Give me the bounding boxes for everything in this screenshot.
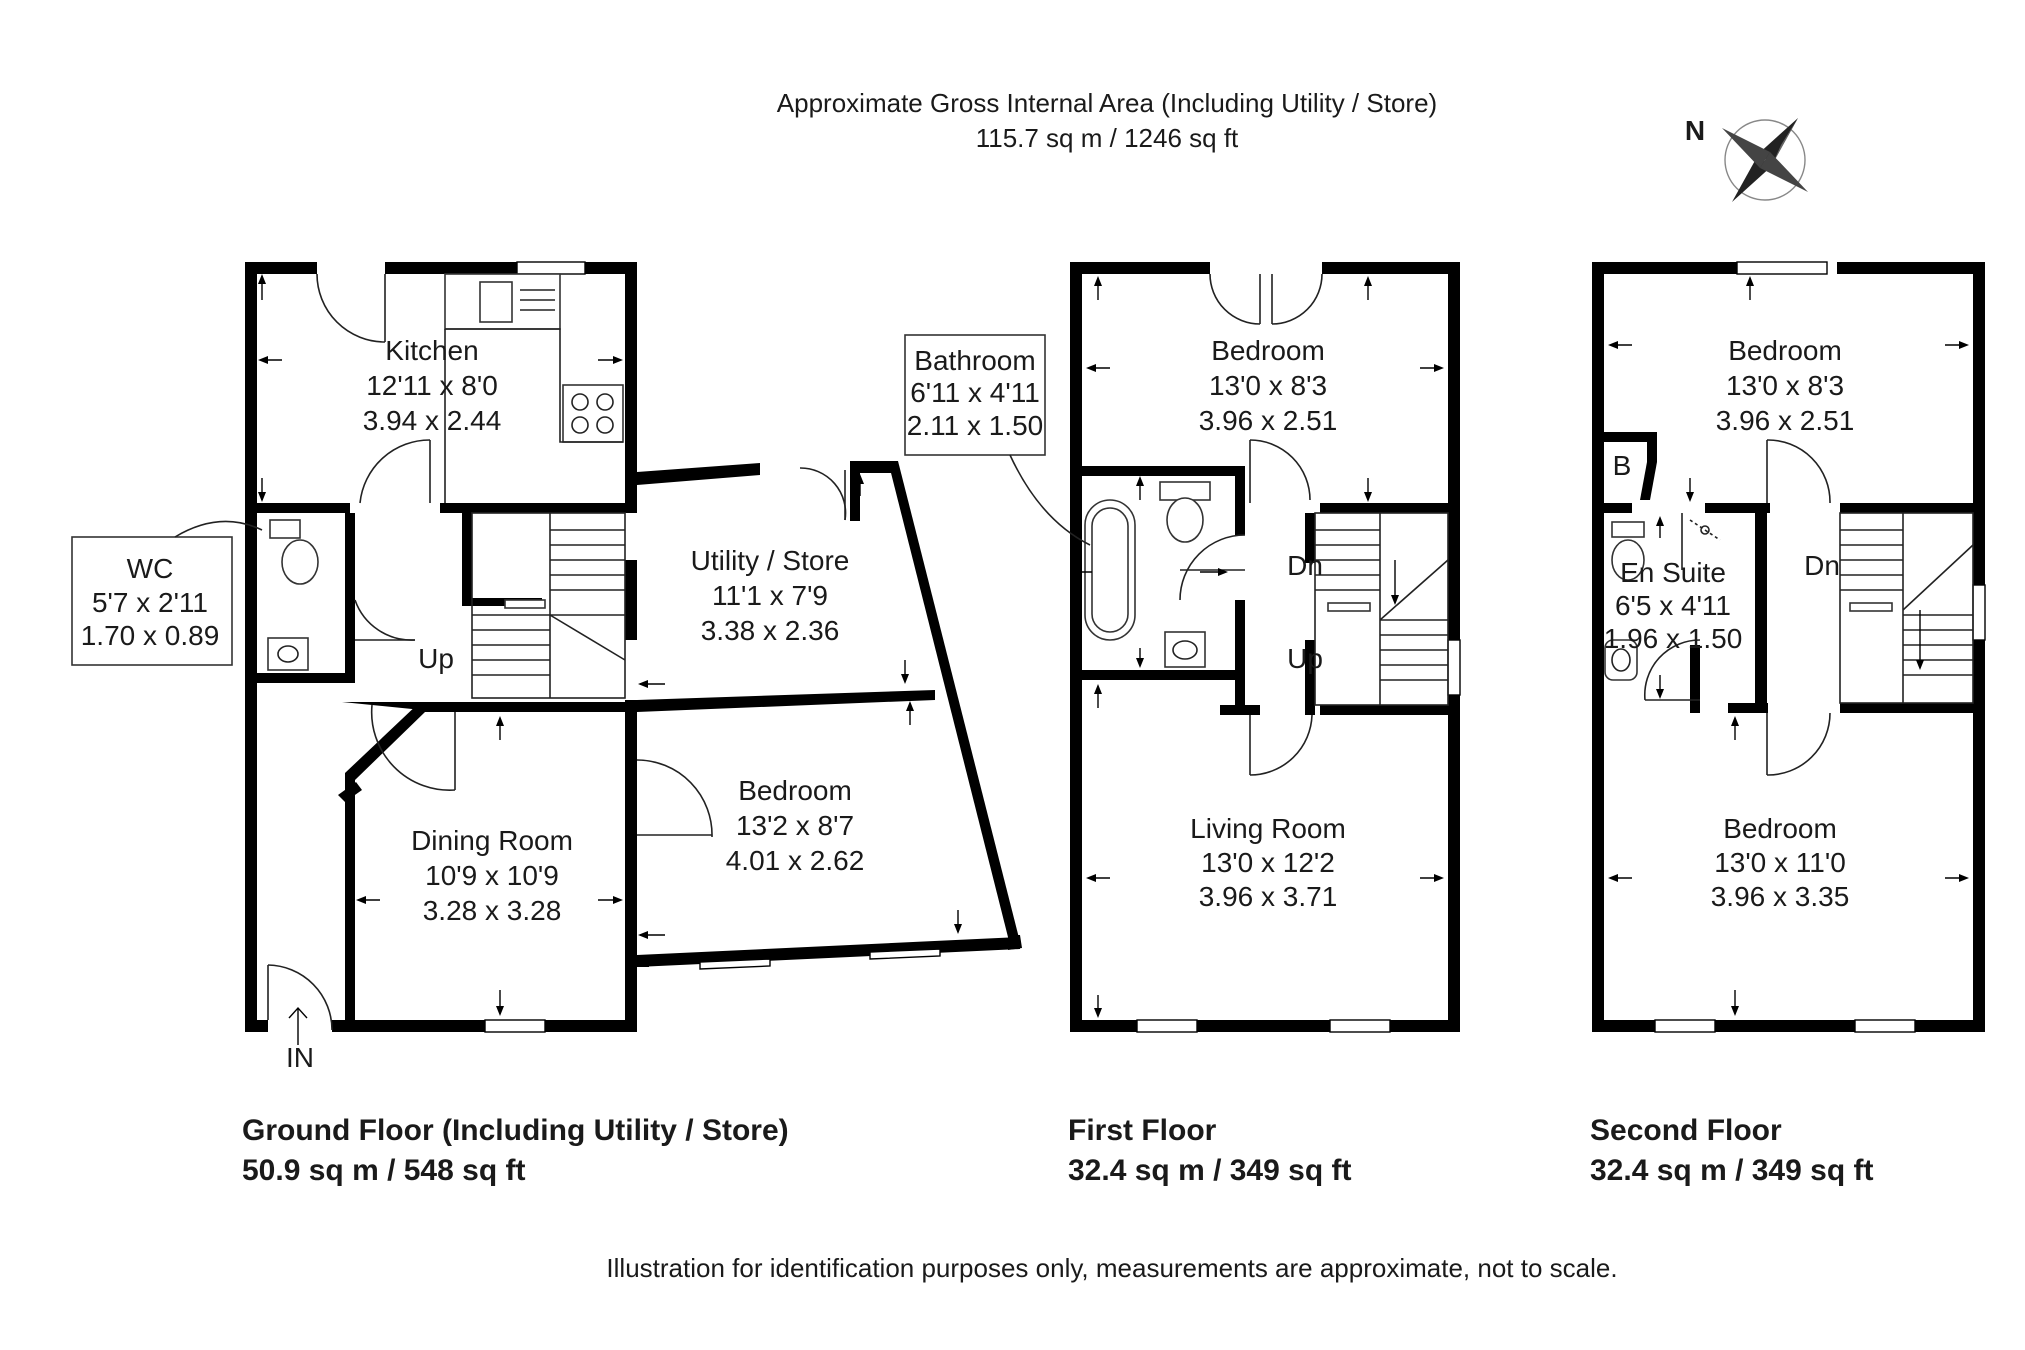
svg-text:13'0 x 11'0: 13'0 x 11'0 <box>1714 847 1846 878</box>
ground-floor-plan <box>72 262 1022 1073</box>
svg-text:Bedroom: Bedroom <box>1723 813 1837 844</box>
svg-text:4.01 x 2.62: 4.01 x 2.62 <box>725 845 865 876</box>
second-floor-area: 32.4 sq m / 349 sq ft <box>1590 1154 1874 1187</box>
svg-text:3.38 x 2.36: 3.38 x 2.36 <box>700 615 840 646</box>
ground-floor-area: 50.9 sq m / 548 sq ft <box>242 1154 526 1187</box>
first-bedroom-label <box>1199 335 1338 436</box>
svg-text:12'11 x 8'0: 12'11 x 8'0 <box>366 370 498 401</box>
svg-text:2.11 x 1.50: 2.11 x 1.50 <box>906 410 1044 441</box>
wc-callout <box>72 521 262 665</box>
svg-text:13'0 x 8'3: 13'0 x 8'3 <box>1208 370 1328 401</box>
svg-text:3.96 x 2.51: 3.96 x 2.51 <box>1198 405 1338 436</box>
svg-text:WC: WC <box>126 553 174 584</box>
dining-room-label <box>411 825 573 926</box>
entrance-label: IN <box>286 1042 314 1073</box>
svg-text:1.70 x 0.89: 1.70 x 0.89 <box>80 620 220 651</box>
disclaimer: Illustration for identification purposes only, measurements are approximate, not to scale. <box>606 1253 1618 1283</box>
second-bedroom-top-label <box>1716 335 1855 436</box>
living-room-label <box>1190 813 1346 912</box>
svg-text:6'5 x 4'11: 6'5 x 4'11 <box>1614 590 1732 621</box>
kitchen-label <box>363 335 502 436</box>
svg-text:Kitchen: Kitchen <box>385 335 479 366</box>
svg-text:Utility / Store: Utility / Store <box>690 545 850 576</box>
svg-text:Bedroom: Bedroom <box>1728 335 1842 366</box>
svg-text:3.96 x 2.51: 3.96 x 2.51 <box>1715 405 1855 436</box>
area-total: 115.7 sq m / 1246 sq ft <box>975 123 1239 153</box>
en-suite-label <box>1604 557 1743 654</box>
ground-bedroom-label <box>726 775 865 876</box>
second-floor-plan <box>1592 262 1985 1032</box>
stairs-up-label: Up <box>418 643 454 674</box>
svg-text:3.96 x 3.71: 3.96 x 3.71 <box>1198 881 1338 912</box>
svg-text:11'1 x 7'9: 11'1 x 7'9 <box>711 580 829 611</box>
ground-floor-title: Ground Floor (Including Utility / Store) <box>242 1114 789 1147</box>
first-stairs-down-label: Dn <box>1287 550 1323 581</box>
svg-text:Living Room: Living Room <box>1190 813 1346 844</box>
first-stairs-up-label: Up <box>1287 643 1323 674</box>
bathroom-callout <box>905 335 1090 545</box>
svg-text:13'0 x 8'3: 13'0 x 8'3 <box>1725 370 1845 401</box>
svg-text:13'0 x 12'2: 13'0 x 12'2 <box>1201 847 1335 878</box>
svg-text:6'11 x 4'11: 6'11 x 4'11 <box>910 377 1040 408</box>
svg-text:1.96 x 1.50: 1.96 x 1.50 <box>1603 623 1743 654</box>
second-bedroom-bottom-label <box>1711 813 1850 912</box>
north-label: N <box>1684 115 1706 146</box>
utility-store-label <box>691 545 850 646</box>
first-floor-title: First Floor <box>1068 1114 1217 1147</box>
second-stairs-down-label: Dn <box>1804 550 1840 581</box>
svg-text:3.28 x 3.28: 3.28 x 3.28 <box>422 895 562 926</box>
svg-text:Bathroom: Bathroom <box>914 345 1036 376</box>
first-floor-plan <box>905 262 1460 1032</box>
svg-text:En Suite: En Suite <box>1620 557 1726 588</box>
svg-text:3.94 x 2.44: 3.94 x 2.44 <box>362 405 502 436</box>
svg-text:5'7 x 2'11: 5'7 x 2'11 <box>91 587 209 618</box>
second-floor-title: Second Floor <box>1590 1114 1782 1147</box>
area-title: Approximate Gross Internal Area (Including Utility / Store) <box>776 88 1438 118</box>
svg-text:Bedroom: Bedroom <box>738 775 852 806</box>
svg-text:3.96 x 3.35: 3.96 x 3.35 <box>1710 881 1850 912</box>
svg-text:13'2 x 8'7: 13'2 x 8'7 <box>735 810 855 841</box>
svg-text:Dining Room: Dining Room <box>411 825 573 856</box>
svg-text:Bedroom: Bedroom <box>1211 335 1325 366</box>
svg-text:10'9 x 10'9: 10'9 x 10'9 <box>425 860 559 891</box>
boiler-label: B <box>1612 450 1632 481</box>
compass-rose-icon <box>1685 115 1808 202</box>
first-floor-area: 32.4 sq m / 349 sq ft <box>1068 1154 1352 1187</box>
